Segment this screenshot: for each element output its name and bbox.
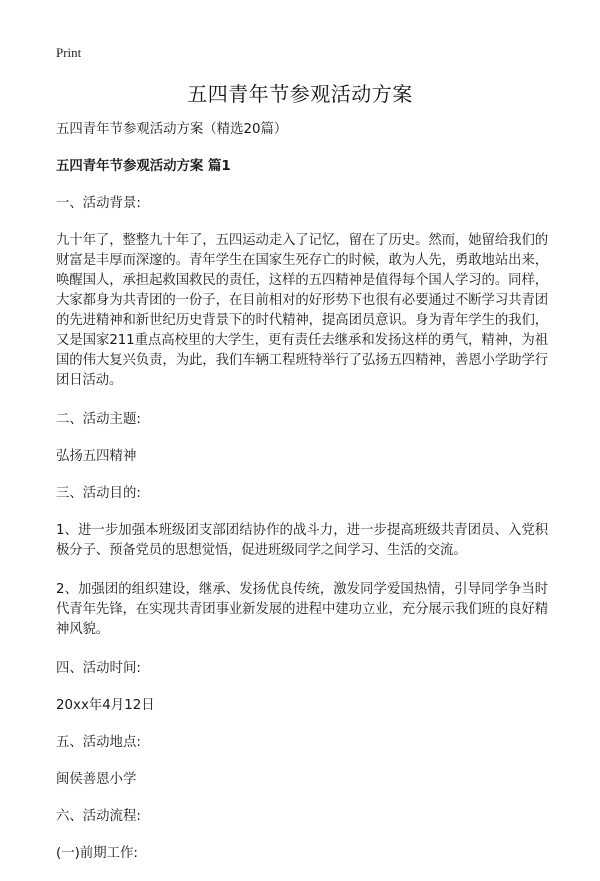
paragraph-time: 20xx年4月12日 [56,698,155,713]
paragraph-theme: 弘扬五四精神 [56,449,137,464]
heading-purpose: 三、活动目的: [56,486,141,501]
document-title: 五四青年节参观活动方案 [187,82,413,106]
document-subtitle: 五四青年节参观活动方案（精选20篇） [56,122,288,137]
heading-background: 一、活动背景: [56,196,141,211]
print-label: Print [56,45,82,60]
paragraph-flow-1: (一)前期工作: [56,846,138,861]
paragraph-place: 闽侯善恩小学 [56,772,137,787]
paragraph-background: 九十年了，整整九十年了，五四运动走入了记忆，留在了历史。然而，她留给我们的财富是丰厚而深邃的。青年学生在国家生死存亡的时候，敢为人先，勇敢地站出来，唤醒国人，承担起救国救民的责任，这样的五四精神是值得每个国人学习的。同样，大家都身为共青团的一份子，在目前相对的好形势下也很有必要通过不断学习共青团的先进精神和新世纪历史背景下的时代精神，提高团员意识。身为青年学生的我们，又是国家211重点高校里的大学生，更有责任去继承和发扬这样的勇气，精神，为祖国的伟大复兴负责，为此，我们车辆工程班特举行了弘扬五四精神，善恩小学助学行团日活动。 [56,233,548,388]
paragraph-purpose-2: 2、加强团的组织建设，继承、发扬优良传统，激发同学爱国热情，引导同学争当时代青年先锋，在实现共青团事业新发展的进程中建功立业，充分展示我们班的良好精神风貌。 [56,582,548,637]
heading-place: 五、活动地点: [56,735,141,750]
heading-flow: 六、活动流程: [56,809,141,824]
paragraph-purpose-1: 1、进一步加强本班级团支部团结协作的战斗力，进一步提高班级共青团员、入党积极分子、预备党员的思想觉悟，促进班级同学之间学习、生活的交流。 [56,523,548,558]
heading-time: 四、活动时间: [56,661,141,676]
document-body [56,120,548,881]
section-title: 五四青年节参观活动方案 篇1 [56,159,231,174]
heading-theme: 二、活动主题: [56,412,141,427]
